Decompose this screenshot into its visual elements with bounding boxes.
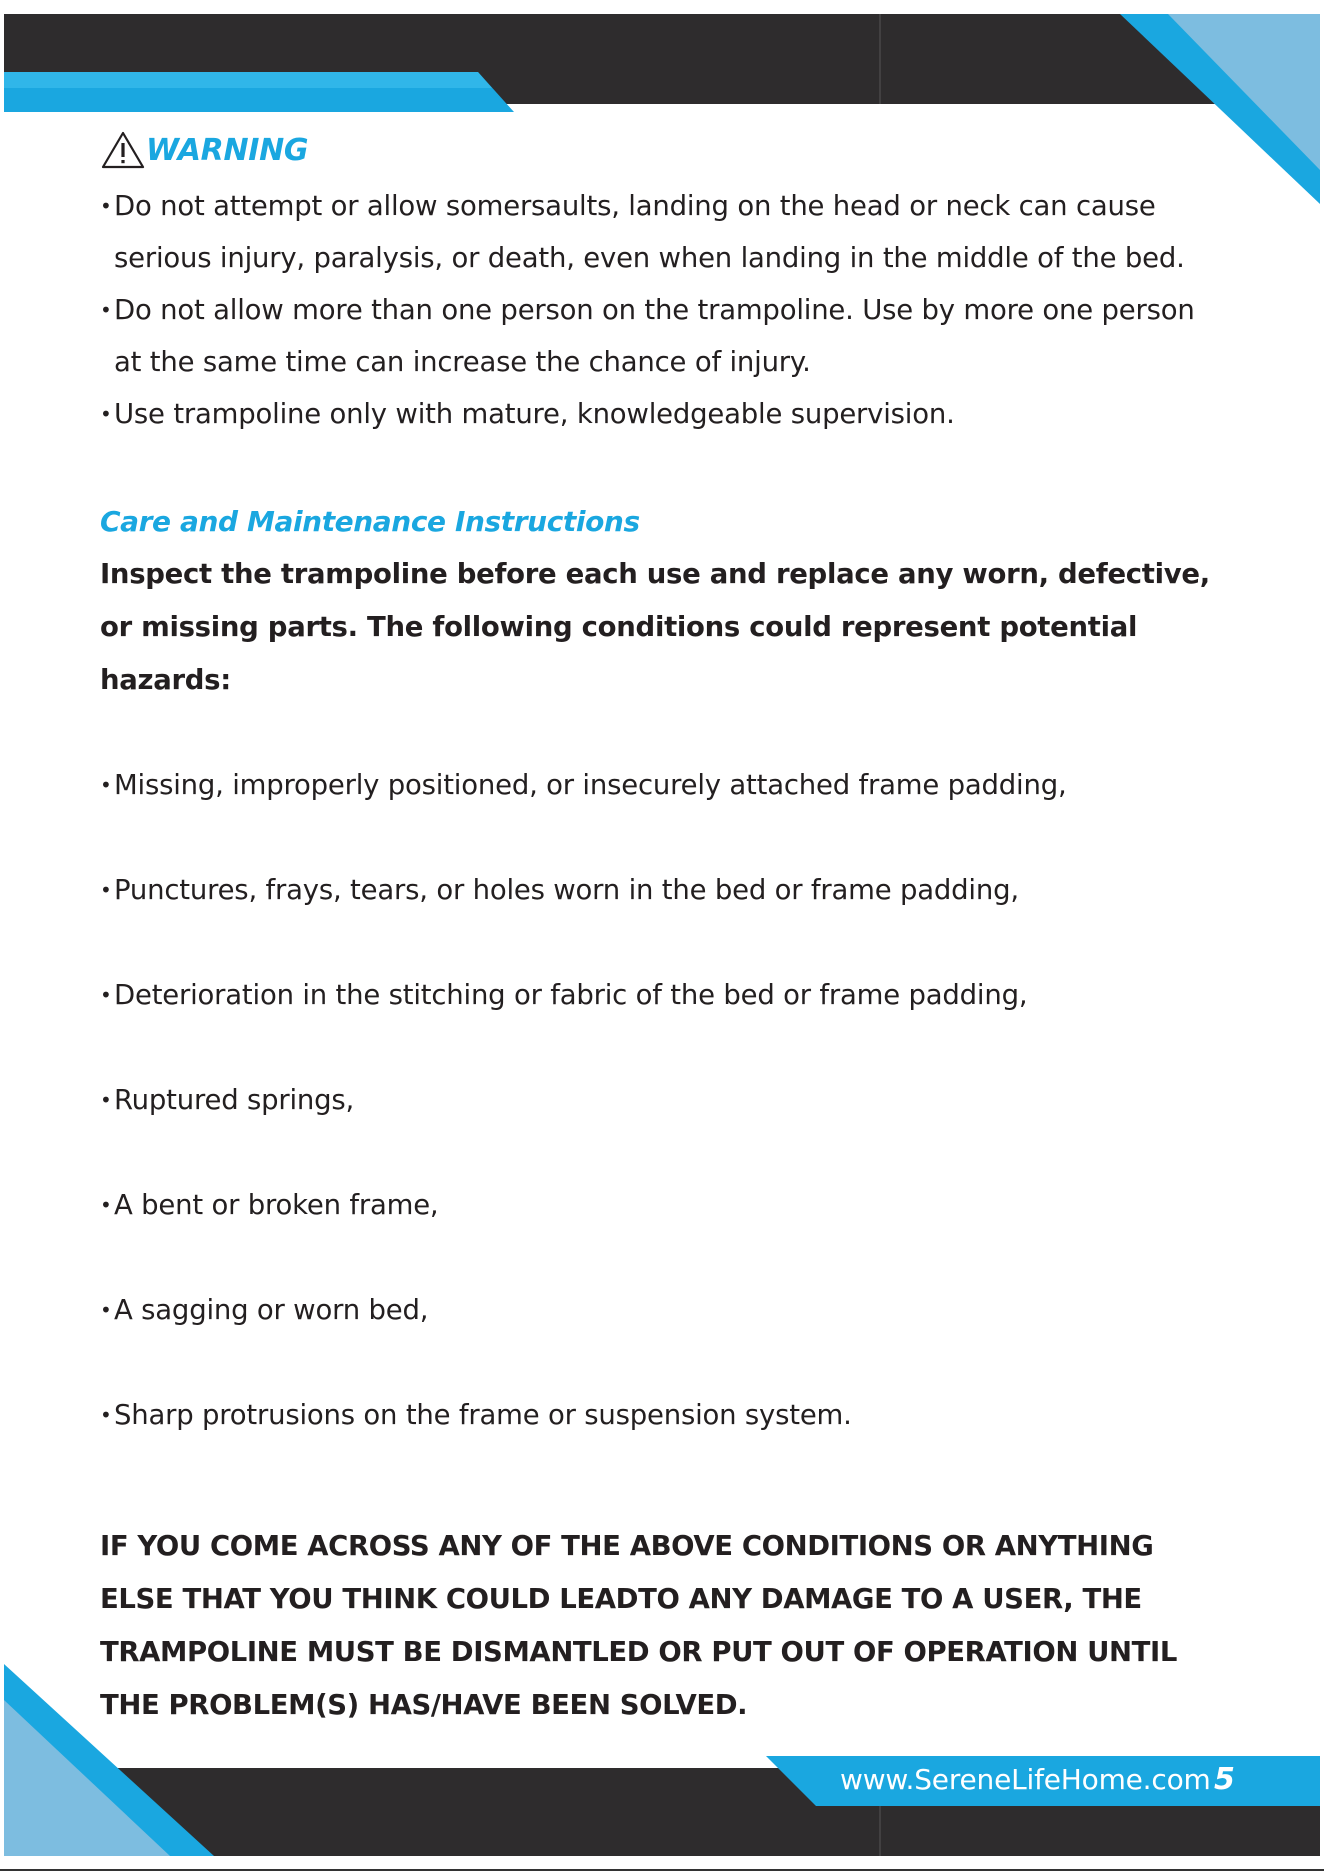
warning-heading [100,126,1230,174]
warning-item: • Do not allow more than one person on the trampoline. Use by more one person at the same time can increase the chance of injury. [100,284,1230,388]
warning-list [100,180,1230,440]
footer-website: www.SereneLifeHome.com [840,1763,1211,1796]
content-area [100,126,1230,1732]
warning-triangle-icon [100,130,146,170]
final-notice: IF YOU COME ACROSS ANY OF THE ABOVE CONDITIONS OR ANYTHING ELSE THAT YOU THINK COULD LEADTO ANY DAMAGE TO A USER, THE TRAMPOLINE MUST BE DISMANTLED OR PUT OUT OF OPERATION UNTIL THE PROBLEM(S) HAS/HAVE BEEN SOLVED. [100,1530,1177,1721]
hazard-item: • Missing, improperly positioned, or insecurely attached frame padding, [100,759,1230,864]
hazard-item: • A sagging or worn bed, [100,1284,1230,1389]
warning-item: • Use trampoline only with mature, knowledgeable supervision. [100,388,1230,440]
hazard-item: • A bent or broken frame, [100,1179,1230,1284]
warning-title: WARNING [146,132,309,168]
page-number: 5 [1214,1762,1235,1797]
care-intro: Inspect the trampoline before each use and replace any worn, defective, or missing parts. The following conditions could represent potential hazards: [100,558,1210,696]
hazard-item: • Ruptured springs, [100,1074,1230,1179]
hazard-item: • Sharp protrusions on the frame or suspension system. [100,1389,1230,1494]
hazard-item: • Deterioration in the stitching or fabric of the bed or frame padding, [100,969,1230,1074]
hazard-item: • Punctures, frays, tears, or holes worn in the bed or frame padding, [100,864,1230,969]
care-heading: Care and Maintenance Instructions [100,505,640,538]
warning-item: • Do not attempt or allow somersaults, landing on the head or neck can cause serious injury, paralysis, or death, even when landing in the middle of the bed. [100,180,1230,284]
hazard-list [100,759,1230,1494]
